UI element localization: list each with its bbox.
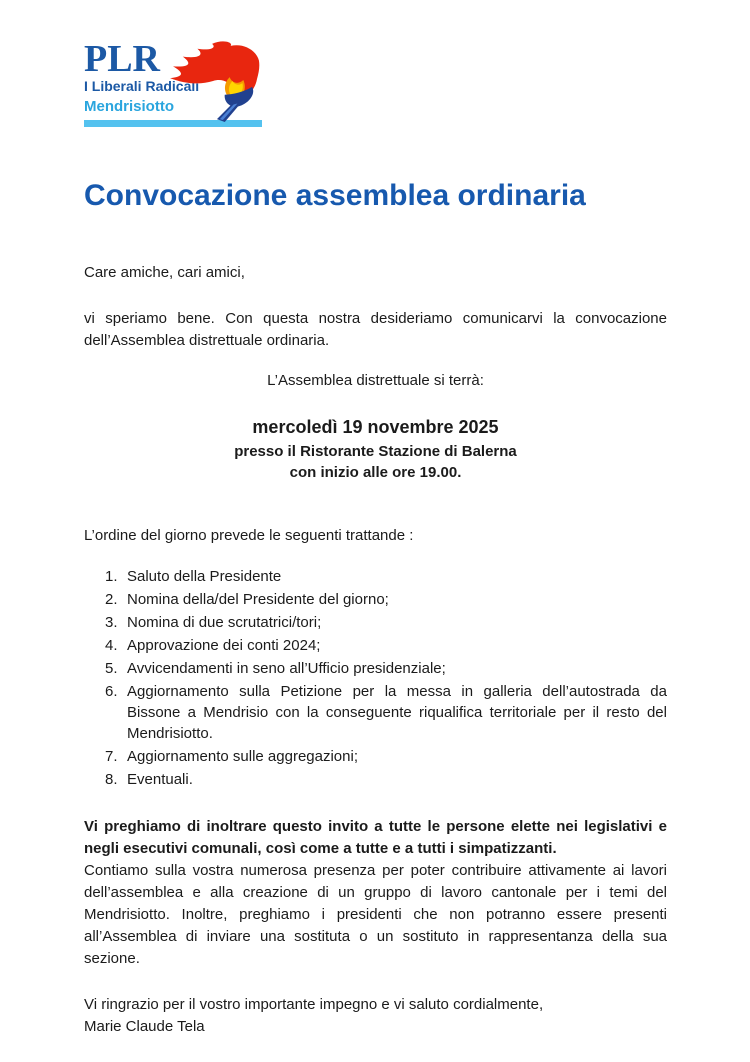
event-details [84, 414, 667, 483]
closing-line: Vi ringrazio per il vostro importante impegno e vi saluto cordialmente, [84, 996, 544, 1014]
announcement: L’Assemblea distrettuale si terrà: [267, 372, 484, 390]
event-time: con inizio alle ore 19.00. [289, 464, 462, 482]
agenda-list [84, 566, 667, 790]
signature: Marie Claude Tela [84, 1018, 205, 1036]
agenda-item-7: Aggiornamento sulle aggregazioni; [127, 748, 358, 766]
agenda-intro: L’ordine del giorno prevede le seguenti trattande : [84, 527, 414, 545]
plr-logo [84, 38, 262, 127]
agenda-item-2: Nomina della/del Presidente del giorno; [127, 591, 389, 609]
agenda-item-6: Aggiornamento sulla Petizione per la messa in galleria dell’autostrada da Bissone a Mendrisio con la conseguente riqualifica territoriale per il resto del Mendrisiotto. [127, 683, 667, 743]
agenda-item-4: Approvazione dei conti 2024; [127, 637, 321, 655]
logo-subtitle: I Liberali Radicali [84, 78, 200, 95]
intro-paragraph: vi speriamo bene. Con questa nostra desideriamo comunicarvi la convocazione dell’Assemblea distrettuale ordinaria. [84, 310, 667, 350]
attendance-paragraph: Contiamo sulla vostra numerosa presenza per poter contribuire attivamente ai lavori dell’assemblea e alla creazione di un gruppo di lavoro cantonale per i temi del Mendrisiotto. Inoltre, preghiamo i presidenti che non potranno essere presenti all’Assemblea di inviare una sostituta o un sostituto in rappresentanza della sua sezione. [84, 862, 667, 968]
event-date: mercoledì 19 novembre 2025 [252, 417, 499, 438]
agenda-item-3: Nomina di due scrutatrici/tori; [127, 614, 322, 632]
agenda-item-1: Saluto della Presidente [127, 568, 282, 586]
page-title: Convocazione assemblea ordinaria [84, 179, 586, 213]
logo-region: Mendrisiotto [84, 98, 174, 116]
agenda-item-8: Eventuali. [127, 771, 193, 789]
torch-flame-icon [168, 41, 262, 123]
event-venue: presso il Ristorante Stazione di Balerna [234, 443, 517, 461]
agenda-item-5: Avvicendamenti in seno all’Ufficio presidenziale; [127, 660, 446, 678]
logo-acronym: PLR [84, 38, 160, 80]
forward-request-bold: Vi preghiamo di inoltrare questo invito a tutte le persone elette nei legislativi e negli esecutivi comunali, così come a tutte e a tutti i simpatizzanti. [84, 818, 667, 858]
salutation: Care amiche, cari amici, [84, 264, 245, 282]
